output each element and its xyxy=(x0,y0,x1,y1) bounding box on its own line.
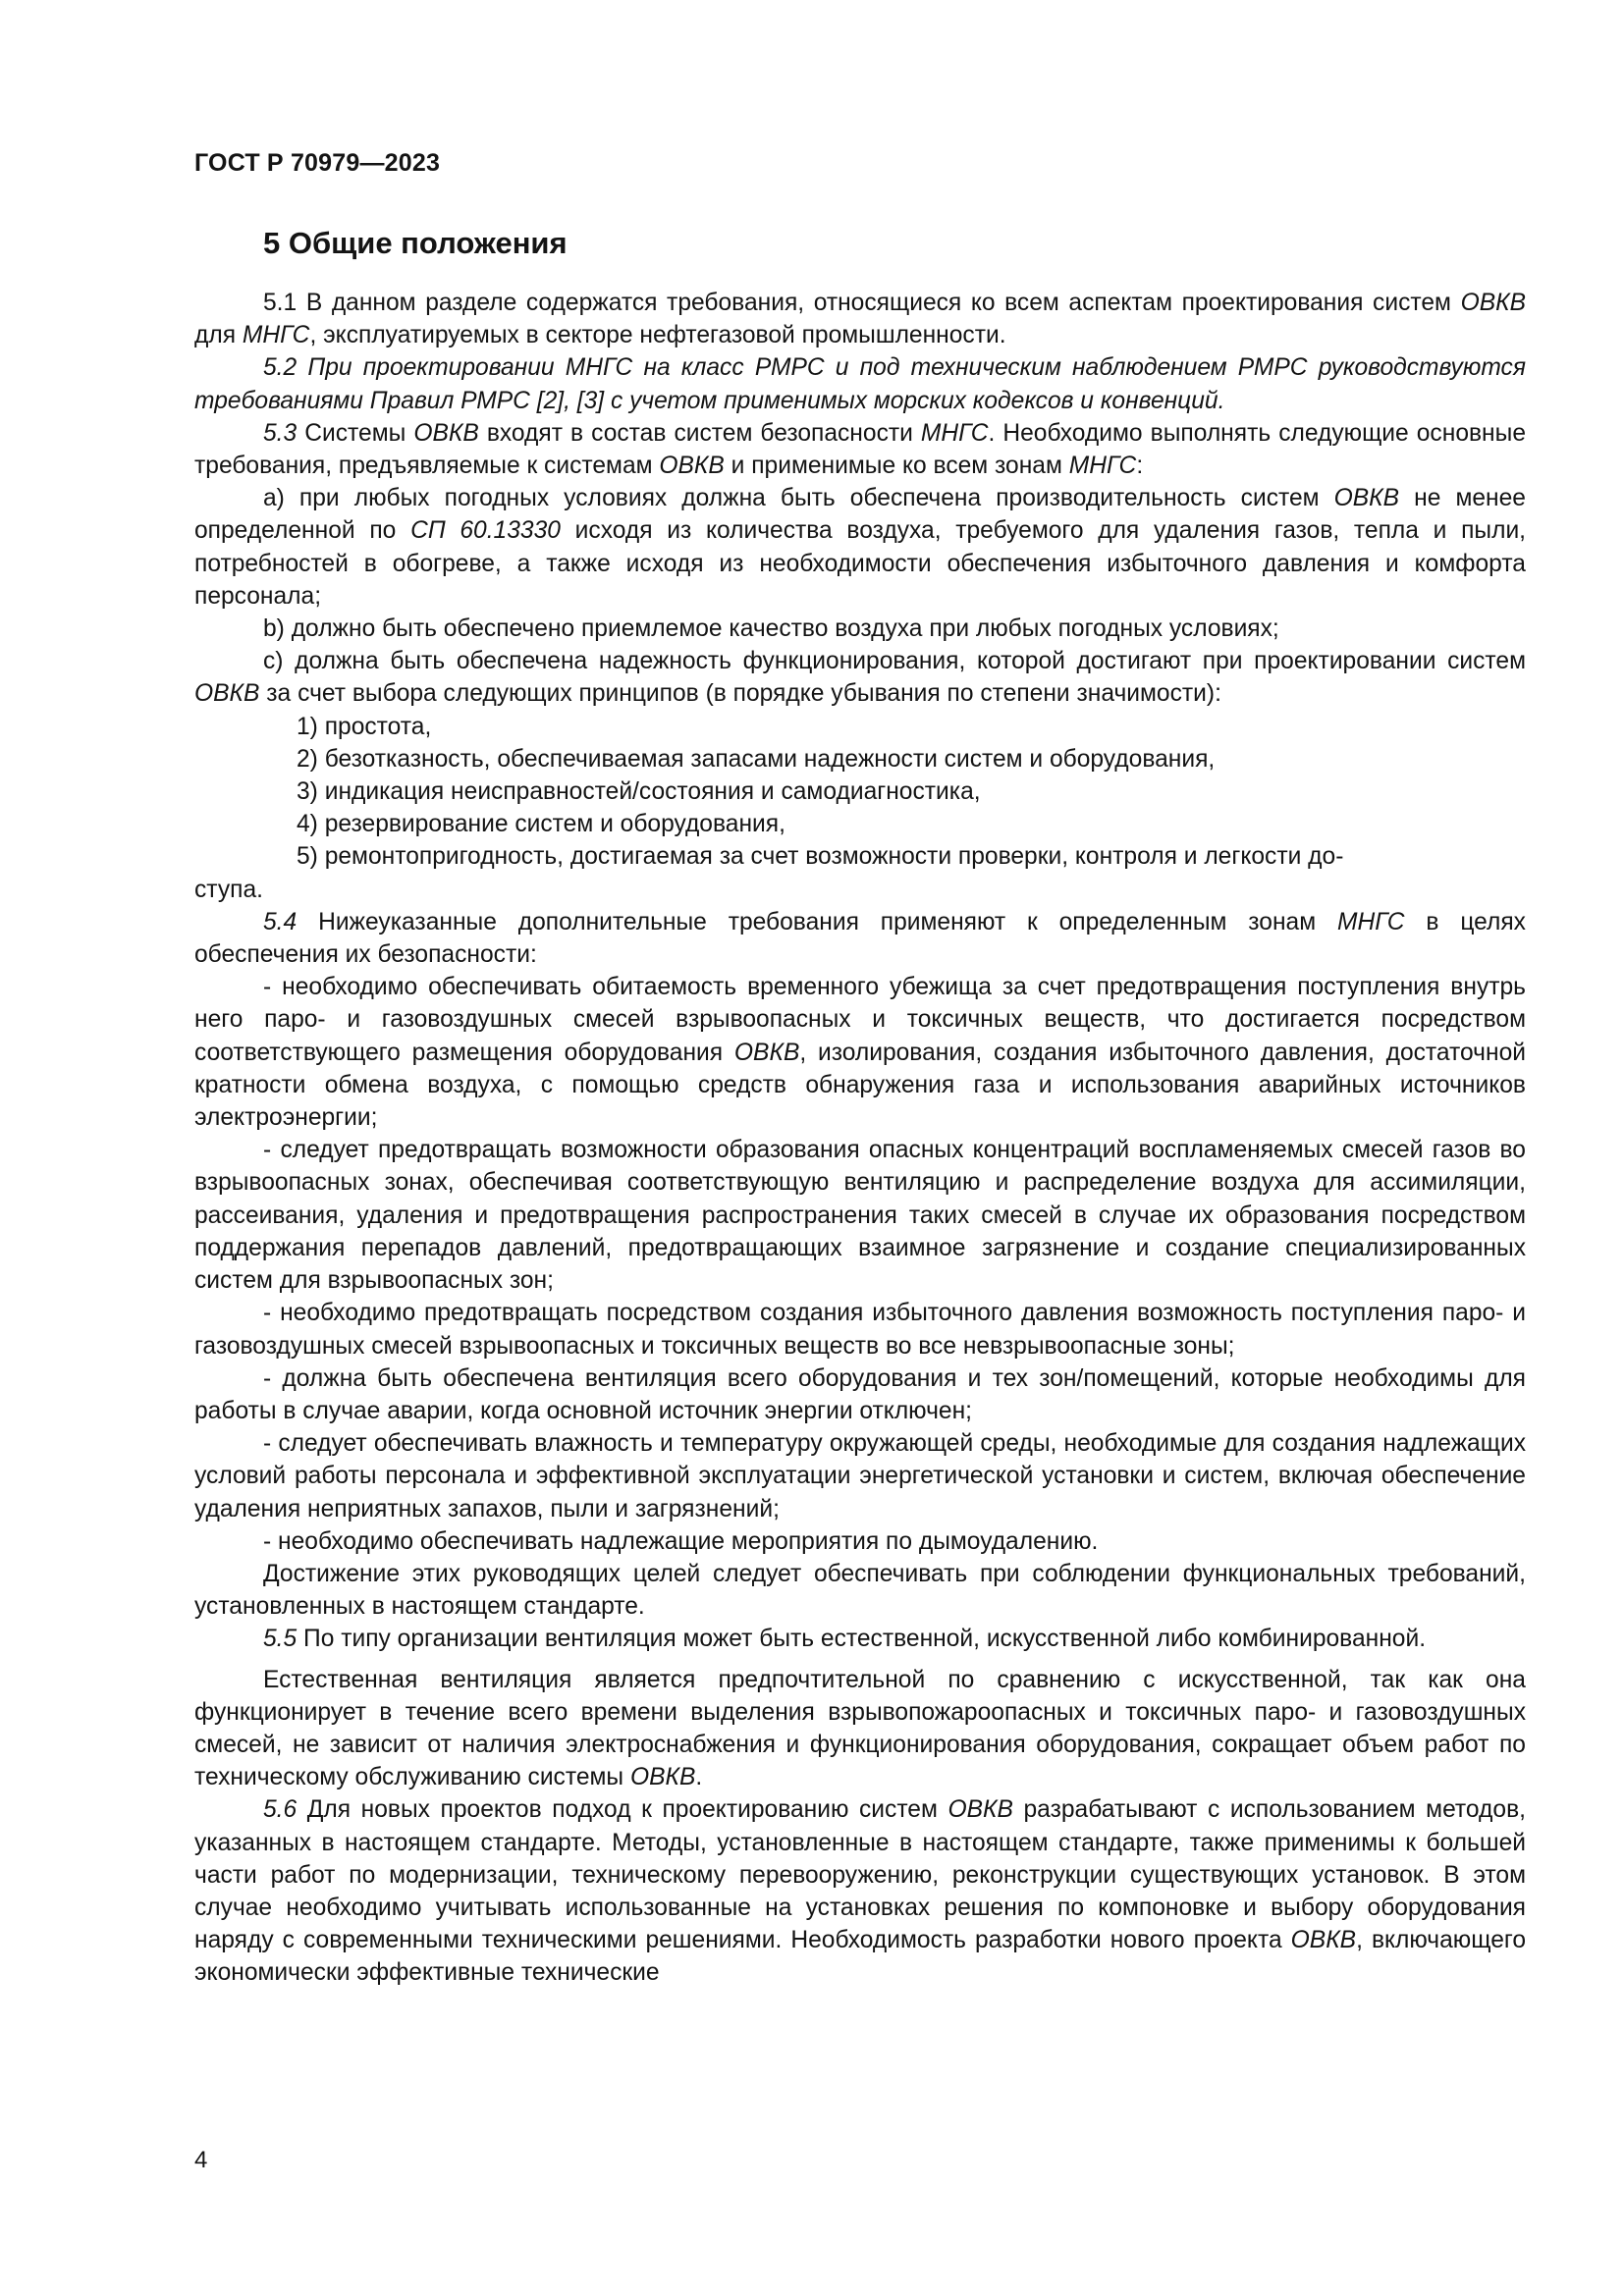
text: , эксплуатируемых в секторе нефтегазовой промышленности. xyxy=(309,322,1006,349)
text: исходя из количества воздуха, требуемого для удаления газов, тепла и пыли, потребностей в обогреве, а также исходя из необходимости обеспечения избыточного давления и комфорта персонала; xyxy=(194,517,1527,610)
text: за счет выбора следующих принципов (в порядке убывания по степени значимости): xyxy=(266,680,1221,708)
paragraph-5-6 xyxy=(194,1793,1526,1989)
term: ОВКВ xyxy=(1333,485,1400,512)
dash-item-5: - следует обеспечивать влажность и температуру окружающей среды, необходимые для создания надлежащих условий работы персонала и эффективной эксплуатации энергетической установки и систем, включая обеспечение удаления неприятных запахов, пыли и загрязнений; xyxy=(194,1430,1526,1522)
text: Для новых проектов подход к проектированию систем xyxy=(306,1796,938,1824)
term: МНГС xyxy=(1068,453,1137,480)
list-item-3: 3) индикация неисправностей/состояния и самодиагностика, xyxy=(297,778,981,806)
clause-number: 5.1 xyxy=(263,290,298,316)
item-a xyxy=(194,482,1526,613)
section-title: 5 Общие положения xyxy=(263,226,568,260)
term: ОВКВ xyxy=(947,1796,1013,1824)
clause-number: 5.5 xyxy=(263,1626,298,1653)
term: ОВКВ xyxy=(659,453,725,480)
term: ОВКВ xyxy=(733,1039,800,1066)
text: - необходимо обеспечивать обитаемость временного убежища за счет предотвращения поступления внутрь него паро- и газовоздушных смесей взрывоопасных и токсичных веществ, что достигается посредством соответствующего размещения оборудования xyxy=(194,974,1526,1066)
item-c xyxy=(194,645,1526,710)
clause-number: 5.6 xyxy=(263,1796,298,1824)
list-item-2: 2) безотказность, обеспечиваемая запасами надежности систем и оборудования, xyxy=(297,745,1216,773)
dash-item-2: - следует предотвращать возможности образования опасных концентраций воспламеняемых смесей газов во взрывоопасных зонах, обеспечивая соответствующую вентиляцию и распределение воздуха для ассимиляции, рассеивания, удаления и предотвращения распространения таких смесей в случае их образования посредством поддержания перепадов давлений, предотвращающих взаимное загрязнение и создание специализированных систем для взрывоопасных зон; xyxy=(194,1137,1526,1295)
text: и применимые ко всем зонам xyxy=(731,453,1062,480)
paragraph-5-3: 5.3 Системы ОВКВ входят в состав систем безопасности МНГС. Необходимо выполнять следующие основные требования, предъявляемые к системам ОВКВ и применимые ко всем зонам МНГС: xyxy=(194,419,1526,480)
paragraph-5-2 xyxy=(194,351,1526,416)
clause-number: 5.4 xyxy=(263,908,298,935)
list-item-1: 1) простота, xyxy=(297,713,432,740)
paragraph-natural-ventilation: Естественная вентиляция является предпочтительной по сравнению с искусственной, так как она функционирует в течение всего времени выделения взрывопожароопасных и токсичных паро- и газовоздушных смесей, не зависит от наличия электроснабжения и функционирования оборудования, сокращает объем работ по техническому обслуживанию системы ОВКВ. xyxy=(194,1666,1526,1791)
text: 5.2 При проектировании МНГС на класс РМРС и под техническим наблюдением РМРС руководствуются требованиями Правил РМРС [2], [3] с учетом применимых морских кодексов и конвенций. xyxy=(194,354,1526,414)
paragraph-5-1 xyxy=(194,287,1526,351)
dash-item-1 xyxy=(194,971,1526,1134)
term: МНГС xyxy=(242,322,310,349)
dash-item-3: - необходимо предотвращать посредством создания избыточного давления возможность поступления паро- и газовоздушных смесей взрывоопасных и токсичных веществ во все невзрывоопасные зоны; xyxy=(194,1300,1526,1360)
text: В данном разделе содержатся требования, относящиеся ко всем аспектам проектирования систем xyxy=(305,290,1451,316)
term: ОВКВ xyxy=(1460,290,1526,316)
text: a) при любых погодных условиях должна быть обеспечена производительность систем xyxy=(263,485,1320,512)
term: ОВКВ xyxy=(194,680,260,708)
text: , изолирования, создания избыточного давления, достаточной кратности обмена воздуха, с помощью средств обнаружения газа и использования аварийных источников электроэнергии; xyxy=(194,1039,1526,1132)
text: По типу организации вентиляция может быть естественной, искусственной либо комбинированной. xyxy=(303,1626,1427,1653)
page-number: 4 xyxy=(194,2147,208,2173)
text: c) должна быть обеспечена надежность функционирования, которой достигают при проектировании систем xyxy=(263,648,1526,675)
clause-number: 5.3 xyxy=(263,419,298,447)
paragraph-5-5 xyxy=(194,1623,1526,1655)
list-item-5 xyxy=(194,840,1526,905)
term: ОВКВ xyxy=(629,1764,696,1791)
term: МНГС xyxy=(1336,908,1405,935)
term: МНГС xyxy=(920,419,989,447)
text: Нижеуказанные дополнительные требования применяют к определенным зонам xyxy=(318,908,1317,935)
dash-item-6: - необходимо обеспечивать надлежащие мероприятия по дымоудалению. xyxy=(263,1527,1099,1555)
term: ОВКВ xyxy=(1290,1927,1357,1954)
paragraph-5-4 xyxy=(194,906,1526,971)
paragraph-summary: Достижение этих руководящих целей следует обеспечивать при соблюдении функциональных требований, установленных в настоящем стандарте. xyxy=(194,1560,1526,1621)
text: 5) ремонтопригодность, достигаемая за счет возможности проверки, контроля и легкости до- xyxy=(297,843,1344,871)
text: в целях обеспечения их безопасности: xyxy=(194,908,1526,969)
text: для xyxy=(194,322,237,349)
term: СП 60.13330 xyxy=(410,517,561,545)
text: не менее определенной по xyxy=(194,485,1526,545)
dash-item-4: - должна быть обеспечена вентиляция всего оборудования и тех зон/помещений, которые необходимы для работы в случае аварии, когда основной источник энергии отключен; xyxy=(194,1364,1526,1424)
text: . Необходимо выполнять следующие основные требования, предъявляемые к системам xyxy=(194,419,1526,480)
item-b: b) должно быть обеспечено приемлемое качество воздуха при любых погодных условиях; xyxy=(263,615,1279,643)
text: Естественная вентиляция является предпочтительной по сравнению с искусственной, так как она функционирует в течение всего времени выделения взрывопожароопасных и токсичных паро- и газовоздушных смесей, не зависит от наличия электроснабжения и функционирования оборудования, сокращает объем работ по техническому обслуживанию системы xyxy=(194,1666,1526,1791)
document-body xyxy=(194,287,1526,1990)
text: ступа. xyxy=(194,876,263,903)
document-id-header: ГОСТ Р 70979—2023 xyxy=(194,149,441,177)
term: ОВКВ xyxy=(413,419,479,447)
text: входят в состав систем безопасности xyxy=(486,419,913,447)
list-item-4: 4) резервирование систем и оборудования, xyxy=(297,811,785,838)
text: , включающего экономически эффективные технические xyxy=(194,1927,1526,1987)
text: разрабатывают с использованием методов, указанных в настоящем стандарте. Методы, установленные в настоящем стандарте, также применимы к большей части работ по модернизации, техническому перевооружению, реконструкции существующих установок. В этом случае необходимо учитывать использованные на установках решения по компоновке и выбору оборудования наряду с современными техническими решениями. Необходимость разработки нового проекта xyxy=(194,1796,1526,1954)
text: Системы xyxy=(304,419,406,447)
